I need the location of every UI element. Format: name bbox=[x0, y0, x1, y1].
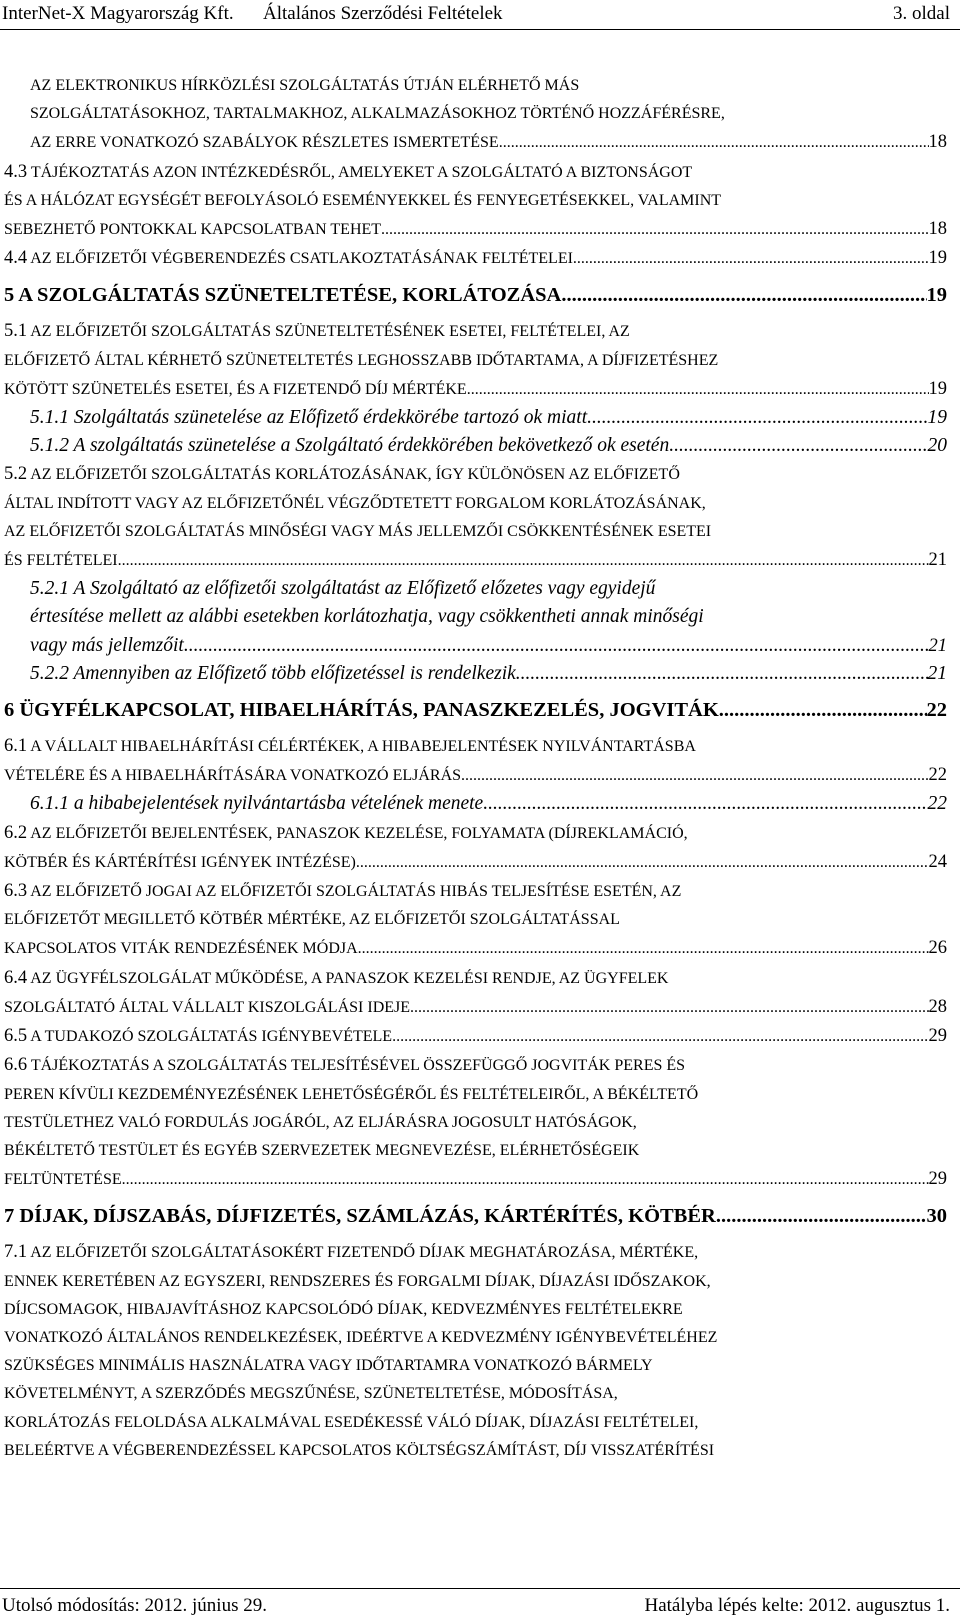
toc-line-text: TÁJÉKOZTATÁS AZON INTÉZKEDÉSRŐL, AMELYEKET A SZOLGÁLTATÓ A BIZTONSÁGOT bbox=[30, 163, 693, 181]
toc-section-title: 6 ÜGYFÉLKAPCSOLAT, HIBAELHÁRÍTÁS, PANASZKEZELÉS, JOGVITÁK. bbox=[4, 699, 724, 722]
toc-line-text: AZ ELŐFIZETŐI SZOLGÁLTATÁSOKÉRT FIZETENDŐ DÍJAK MEGHATÁROZÁSA, MÉRTÉKE, bbox=[30, 1244, 699, 1262]
toc-leader-dots bbox=[118, 547, 929, 575]
toc-number: 6.2 bbox=[4, 822, 28, 843]
toc-last-line bbox=[30, 660, 947, 688]
toc-page-number: 19 bbox=[927, 407, 947, 429]
toc-line: FELTÜNTETÉSE bbox=[4, 1171, 122, 1189]
toc-last-line bbox=[30, 404, 947, 432]
footer-last-modified: Utolsó módosítás: 2012. június 29. bbox=[2, 1595, 267, 1616]
toc-line: SZOLGÁLTATÓ ÁLTAL VÁLLALT KISZOLGÁLÁSI IDEJE bbox=[4, 998, 411, 1016]
toc-line: VONATKOZÓ ÁLTALÁNOS RENDELKEZÉSEK, IDEÉRTVE A KEDVEZMÉNY IGÉNYBEVÉTELÉHEZ bbox=[4, 1328, 718, 1346]
toc-line: ELŐFIZETŐ ÁLTAL KÉRHETŐ SZÜNETELTETÉS LEGHOSSZABB IDŐTARTAMA, A DÍJFIZETÉSHEZ bbox=[4, 351, 719, 369]
toc-page-number: 22 bbox=[927, 793, 947, 815]
toc-leader-dots bbox=[669, 432, 927, 460]
toc-page-number: 22 bbox=[926, 699, 947, 722]
toc-number: 6.6 bbox=[4, 1055, 28, 1076]
toc-line: KAPCSOLATOS VITÁK RENDEZÉSÉNEK MÓDJA bbox=[4, 940, 358, 958]
toc-line-text: A VÁLLALT HIBAELHÁRÍTÁSI CÉLÉRTÉKEK, A HIBABEJELENTÉSEK NYILVÁNTARTÁSBA bbox=[30, 738, 696, 756]
toc-line bbox=[4, 964, 947, 993]
toc-leader-dots bbox=[483, 790, 927, 818]
toc-leader-dots bbox=[392, 1023, 928, 1051]
toc-number: 5.1 bbox=[4, 321, 28, 342]
toc-line: KORLÁTOZÁS FELOLDÁSA ALKALMÁVAL ESEDÉKESSÉ VÁLÓ DÍJAK, DÍJAZÁSI FELTÉTELEI, bbox=[4, 1413, 699, 1431]
toc-leader-dots bbox=[716, 1202, 927, 1230]
toc-line: ÉS FELTÉTELEI bbox=[4, 552, 118, 570]
toc-leader-dots bbox=[587, 404, 927, 432]
toc-line bbox=[4, 877, 947, 906]
toc-line: vagy más jellemzőit bbox=[30, 634, 184, 656]
toc-entry-5-1[interactable] bbox=[4, 317, 947, 404]
toc-page-number: 26 bbox=[928, 938, 947, 959]
toc-line: 5.2.1 A Szolgáltató az előfizetői szolgáltatást az Előfizető előzetes vagy egyidejű bbox=[30, 578, 656, 600]
toc-last-line bbox=[4, 546, 947, 575]
toc-page-number: 21 bbox=[928, 550, 947, 571]
toc-number: 6.5 bbox=[4, 1026, 28, 1047]
toc-page-number: 19 bbox=[928, 248, 947, 269]
page-header bbox=[0, 0, 960, 30]
toc-line: PEREN KÍVÜLI KEZDEMÉNYEZÉSÉNEK LEHETŐSÉGÉRŐL ÉS FELTÉTELEIRŐL, A BÉKÉLTETŐ bbox=[4, 1085, 699, 1103]
toc-page-number: 18 bbox=[928, 219, 947, 240]
toc-page-number: 29 bbox=[928, 1026, 947, 1047]
toc-leader-dots bbox=[516, 660, 928, 688]
toc-line: AZ ERRE VONATKOZÓ SZABÁLYOK RÉSZLETES ISMERTETÉSE bbox=[30, 134, 499, 152]
toc-line: AZ ELEKTRONIKUS HÍRKÖZLÉSI SZOLGÁLTATÁS ÚTJÁN ELÉRHETŐ MÁS bbox=[30, 77, 580, 94]
toc-number: 5.2 bbox=[4, 464, 28, 485]
toc-page-number: 18 bbox=[928, 132, 947, 153]
toc-line: értesítése mellett az alábbi esetekben korlátozhatja, vagy csökkentheti annak minőségi bbox=[30, 606, 704, 628]
toc-leader-dots bbox=[573, 245, 929, 273]
toc-leader-dots bbox=[358, 935, 929, 963]
toc-line bbox=[4, 1238, 947, 1267]
toc-line: AZ ELŐFIZETŐI SZOLGÁLTATÁS MINŐSÉGI VAGY MÁS JELLEMZŐI CSÖKKENTÉSÉNEK ESETEI bbox=[4, 522, 712, 540]
toc-entry-6-3[interactable] bbox=[4, 877, 947, 964]
toc-entry-6-5[interactable] bbox=[4, 1022, 947, 1051]
toc-last-line bbox=[30, 432, 947, 460]
toc-line: ÁLTAL INDÍTOTT VAGY AZ ELŐFIZETŐNÉL VÉGZŐDTETETT FORGALOM KORLÁTOZÁSÁNAK, bbox=[4, 494, 706, 512]
toc-line: 5.2.2 Amennyiben az Előfizető több előfizetéssel is rendelkezik bbox=[30, 662, 516, 684]
toc-page-number: 22 bbox=[928, 765, 947, 786]
toc-entry-6-6[interactable] bbox=[4, 1051, 947, 1194]
toc-entry-6-4[interactable] bbox=[4, 964, 947, 1022]
toc-entry-7-1[interactable] bbox=[4, 1238, 947, 1465]
toc-leader-dots bbox=[467, 376, 929, 404]
toc-entry-6-1[interactable] bbox=[4, 732, 947, 790]
toc-page-number: 24 bbox=[928, 851, 947, 872]
header-doc-title: Általános Szerződési Feltételek bbox=[263, 3, 503, 24]
toc-leader-dots bbox=[499, 129, 929, 157]
toc-line-text: AZ ELŐFIZETŐI BEJELENTÉSEK, PANASZOK KEZELÉSE, FOLYAMATA (DÍJREKLAMÁCIÓ, bbox=[30, 824, 688, 842]
toc-line: KÖTBÉR ÉS KÁRTÉRÍTÉSI IGÉNYEK INTÉZÉSE) bbox=[4, 853, 356, 871]
toc-line-text: AZ ELŐFIZETŐI SZOLGÁLTATÁS KORLÁTOZÁSÁNAK, ÍGY KÜLÖNÖSEN AZ ELŐFIZETŐ bbox=[30, 466, 680, 484]
toc-last-line bbox=[4, 1022, 947, 1051]
toc-entry-5-1-2[interactable] bbox=[4, 432, 947, 460]
header-rule bbox=[0, 29, 960, 30]
toc-section-6[interactable] bbox=[4, 696, 947, 724]
toc-line: VÉTELÉRE ÉS A HIBAELHÁRÍTÁSÁRA VONATKOZÓ ELJÁRÁS bbox=[4, 767, 462, 785]
toc-line: 6.1.1 a hibabejelentések nyilvántartásba vételének menete bbox=[30, 793, 484, 815]
toc-page-number: 30 bbox=[926, 1205, 947, 1228]
toc-line: BÉKÉLTETŐ TESTÜLET ÉS EGYÉB SZERVEZETEK MEGNEVEZÉSE, ELÉRHETŐSÉGEIK bbox=[4, 1141, 640, 1159]
toc-line bbox=[4, 244, 573, 273]
toc-last-line bbox=[30, 632, 947, 660]
toc-entry-5-2-2[interactable] bbox=[4, 660, 947, 688]
toc-line: ÉS A HÁLÓZAT EGYSÉGÉT BEFOLYÁSOLÓ ESEMÉNYEKKEL ÉS FENYEGETÉSEKKEL, VALAMINT bbox=[4, 191, 722, 209]
toc-number: 7.1 bbox=[4, 1242, 28, 1263]
toc-line bbox=[4, 158, 947, 187]
header-page-number: 3. oldal bbox=[893, 3, 950, 24]
toc-line: DÍJCSOMAGOK, HIBAJAVÍTÁSHOZ KAPCSOLÓDÓ DÍJAK, KEDVEZMÉNYES FELTÉTELEKRE bbox=[4, 1300, 683, 1318]
toc-line: SZOLGÁLTATÁSOKHOZ, TARTALMAKHOZ, ALKALMAZÁSOKHOZ TÖRTÉNŐ HOZZÁFÉRÉSRE, bbox=[30, 105, 725, 123]
toc-page-number: 19 bbox=[926, 284, 947, 307]
toc-section-7[interactable] bbox=[4, 1202, 947, 1230]
toc-number: 6.1 bbox=[4, 736, 28, 757]
toc-section-line bbox=[4, 696, 947, 724]
toc-line-text: AZ ELŐFIZETŐI SZOLGÁLTATÁS SZÜNETELTETÉSÉNEK ESETEI, FELTÉTELEI, AZ bbox=[30, 323, 630, 341]
toc-line: ENNEK KERETÉBEN AZ EGYSZERI, RENDSZERES ÉS FORGALMI DÍJAK, DÍJAZÁSI IDŐSZAKOK, bbox=[4, 1272, 711, 1290]
toc-last-line bbox=[4, 761, 947, 790]
toc-line bbox=[4, 317, 947, 346]
toc-line bbox=[4, 732, 947, 761]
toc-number: 6.4 bbox=[4, 967, 28, 988]
toc-last-line bbox=[4, 244, 947, 273]
toc-leader-dots bbox=[122, 1166, 929, 1194]
toc-last-line bbox=[4, 848, 947, 877]
toc-last-line bbox=[4, 934, 947, 963]
footer-rule bbox=[0, 1588, 960, 1589]
toc-page-number: 28 bbox=[928, 996, 947, 1017]
toc-number: 4.3 bbox=[4, 161, 28, 182]
toc-entry-5-2[interactable] bbox=[4, 460, 947, 575]
toc-line-text: AZ ELŐFIZETŐ JOGAI AZ ELŐFIZETŐI SZOLGÁLTATÁS HIBÁS TELJESÍTÉSE ESETÉN, AZ bbox=[30, 883, 682, 901]
toc-leader-dots bbox=[724, 696, 927, 724]
toc-last-line bbox=[4, 993, 947, 1022]
toc-page-number: 20 bbox=[927, 435, 947, 457]
toc-page-number: 21 bbox=[928, 635, 947, 656]
toc-entry-6-1-1[interactable] bbox=[4, 790, 947, 818]
toc-number: 6.3 bbox=[4, 881, 28, 902]
toc-last-line bbox=[4, 1165, 947, 1194]
toc-line: KÖVETELMÉNYT, A SZERZŐDÉS MEGSZŰNÉSE, SZÜNETELTETÉSE, MÓDOSÍTÁSA, bbox=[4, 1385, 618, 1403]
toc-section-line bbox=[4, 281, 947, 309]
toc-entry-5-1-1[interactable] bbox=[4, 404, 947, 432]
toc-line: SEBEZHETŐ PONTOKKAL KAPCSOLATBAN TEHET bbox=[4, 221, 382, 239]
toc-entry-6-2[interactable] bbox=[4, 819, 947, 877]
toc-number: 4.4 bbox=[4, 248, 28, 269]
toc-line bbox=[4, 819, 947, 848]
toc-line bbox=[4, 460, 947, 489]
toc-entry-4-4[interactable] bbox=[4, 244, 947, 273]
toc-last-line bbox=[30, 790, 947, 818]
footer-effective-date: Hatályba lépés kelte: 2012. augusztus 1. bbox=[644, 1595, 950, 1616]
toc-line-text: A TUDAKOZÓ SZOLGÁLTATÁS IGÉNYBEVÉTELE bbox=[30, 1028, 393, 1046]
toc-line-text: TÁJÉKOZTATÁS A SZOLGÁLTATÁS TELJESÍTÉSÉVEL ÖSSZEFÜGGŐ JOGVITÁK PERES ÉS bbox=[30, 1057, 686, 1075]
toc-last-line bbox=[4, 375, 947, 404]
toc-line bbox=[4, 1022, 392, 1051]
toc-leader-dots bbox=[184, 632, 929, 660]
toc-leader-dots bbox=[461, 762, 928, 790]
toc-page-number: 29 bbox=[928, 1169, 947, 1190]
toc-leader-dots bbox=[561, 281, 926, 309]
toc-leader-dots bbox=[410, 994, 928, 1022]
toc-line: 5.1.2 A szolgáltatás szünetelése a Szolgáltató érdekkörében bekövetkező ok esetén bbox=[30, 435, 670, 457]
page-footer bbox=[0, 1588, 960, 1622]
toc-section-title: 5 A SZOLGÁLTATÁS SZÜNETELTETÉSE, KORLÁTOZÁSA bbox=[4, 284, 562, 307]
toc-page-number: 19 bbox=[928, 378, 947, 399]
toc-line: 5.1.1 Szolgáltatás szünetelése az Előfizető érdekkörébe tartozó ok miatt bbox=[30, 407, 588, 429]
toc-section-5[interactable] bbox=[4, 281, 947, 309]
toc-line: TESTÜLETHEZ VALÓ FORDULÁS JOGÁRÓL, AZ ELJÁRÁSRA JOGOSULT HATÓSÁGOK, bbox=[4, 1113, 637, 1131]
toc-entry-5-2-1[interactable] bbox=[4, 575, 947, 660]
toc-entry-4-3[interactable] bbox=[4, 158, 947, 245]
toc-line: BELEÉRTVE A VÉGBERENDEZÉSSEL KAPCSOLATOS KÖLTSÉGSZÁMÍTÁST, DÍJ VISSZATÉRÍTÉSI bbox=[4, 1441, 715, 1459]
toc-section-title: 7 DÍJAK, DÍJSZABÁS, DÍJFIZETÉS, SZÁMLÁZÁS, KÁRTÉRÍTÉS, KÖTBÉR bbox=[4, 1205, 716, 1228]
toc-line bbox=[4, 1051, 947, 1080]
toc-line: KÖTÖTT SZÜNETELÉS ESETEI, ÉS A FIZETENDŐ DÍJ MÉRTÉKE bbox=[4, 380, 467, 398]
toc-leader-dots bbox=[356, 849, 929, 877]
toc-page-number: 21 bbox=[927, 662, 947, 684]
toc-line: SZÜKSÉGES MINIMÁLIS HASZNÁLATRA VAGY IDŐTARTAMRA VONATKOZÓ BÁRMELY bbox=[4, 1357, 653, 1375]
toc-line: ELŐFIZETŐT MEGILLETŐ KÖTBÉR MÉRTÉKE, AZ ELŐFIZETŐI SZOLGÁLTATÁSSAL bbox=[4, 911, 620, 929]
toc-entry-4-2-cont[interactable] bbox=[30, 72, 947, 158]
toc-line-text: AZ ELŐFIZETŐI VÉGBERENDEZÉS CSATLAKOZTATÁSÁNAK FELTÉTELEI bbox=[30, 250, 573, 268]
toc-line-text: AZ ÜGYFÉLSZOLGÁLAT MŰKÖDÉSE, A PANASZOK KEZELÉSI RENDJE, AZ ÜGYFELEK bbox=[30, 969, 669, 987]
toc-last-line bbox=[30, 128, 947, 157]
header-company: InterNet-X Magyarország Kft. bbox=[2, 3, 234, 24]
toc-leader-dots bbox=[381, 216, 928, 244]
toc-section-line bbox=[4, 1202, 947, 1230]
toc-last-line bbox=[4, 215, 947, 244]
table-of-contents bbox=[4, 72, 947, 1465]
